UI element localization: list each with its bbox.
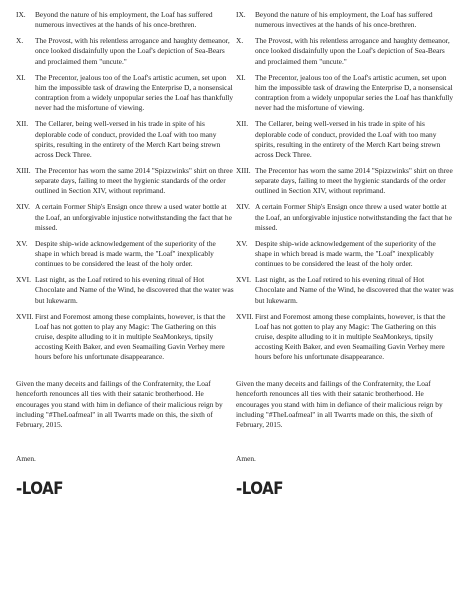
closing-paragraph: Given the many deceits and failings of the Confraternity, the Loaf henceforth renounces all ties with their satanic brotherhood. He encourages you stand with him in defiance of their malicious reign by including "#TheLoafmeal" in all Twarrts made on this, the sixth of February, 2015. <box>236 379 443 429</box>
complaint-item <box>236 166 454 196</box>
closing-paragraph: Given the many deceits and failings of the Confraternity, the Loaf henceforth renounces all ties with their satanic brotherhood. He encourages you stand with him in defiance of their malicious reign by including "#TheLoafmeal" in all Twarrts made on this, the sixth of February, 2015. <box>16 379 223 429</box>
complaint-item <box>236 119 454 159</box>
item-number: XVI. <box>16 275 31 285</box>
complaint-item <box>16 275 234 305</box>
complaint-item <box>236 312 454 362</box>
item-text: The Provost, with his relentless arrogance and haughty demeanor, once looked disdainfully upon the Loaf's depiction of Sea-Bears and proclaimed them "uncute." <box>35 36 230 66</box>
complaint-item <box>236 73 454 113</box>
item-number: IX. <box>16 10 26 19</box>
complaint-item <box>236 10 454 30</box>
item-number: IX. <box>236 10 246 19</box>
item-number: XVII. <box>16 311 34 321</box>
item-number: XII. <box>16 119 29 129</box>
item-text: The Cellarer, being well-versed in his trade in spite of his deplorable code of conduct, provided the Loaf with too many spirits, resulting in the entirety of the Merch Kart being strewn across Deck Three. <box>35 119 221 159</box>
item-text: A certain Former Ship's Ensign once threw a used water bottle at the Loaf, an unforgivable injustice notwithstanding the fact that he missed. <box>35 202 232 232</box>
item-text: First and Foremost among these complaints, however, is that the Loaf has not gotten to play any Magic: The Gathering on this cruise, despite alluding to it in multiple SeaMonkeys, tipsily accosting Keith Baker, and even Seamailing Gavin Verhey mere hours before his unfortunate disappearance. <box>35 311 226 362</box>
item-number: XVII. <box>236 311 254 321</box>
item-text: Despite ship-wide acknowledgement of the superiority of the shape in which bread is made warm, the "Loaf" inexplicably continues to be considered the least of the holy order. <box>255 238 436 269</box>
item-number: XIV. <box>236 202 251 212</box>
item-number: XI. <box>16 72 26 82</box>
complaint-item <box>16 73 234 113</box>
complaint-item <box>236 36 454 66</box>
item-text: Beyond the nature of his employment, the Loaf has suffered numerous invectives at the hands of his once-brethren. <box>35 10 213 30</box>
amen-text: Amen. <box>236 453 256 463</box>
item-text: A certain Former Ship's Ensign once threw a used water bottle at the Loaf, an unforgivable injustice notwithstanding the fact that he missed. <box>255 202 452 232</box>
item-text: The Precentor has worn the same 2014 "Spizzwinks" shirt on three separate days, failing to meet the hygienic standards of the order outlined in Section XIV, without reprimand. <box>255 165 453 196</box>
item-text: The Cellarer, being well-versed in his trade in spite of his deplorable code of conduct, provided the Loaf with too many spirits, resulting in the entirety of the Merch Kart being strewn across Deck Three. <box>255 119 441 159</box>
complaint-item <box>16 239 234 269</box>
complaint-item <box>16 202 234 232</box>
complaint-item <box>16 166 234 196</box>
complaint-item <box>16 36 234 66</box>
amen-text: Amen. <box>16 453 36 463</box>
item-number: XIV. <box>16 202 31 212</box>
right-page-column <box>236 10 454 499</box>
item-number: XVI. <box>236 275 251 285</box>
complaint-item <box>16 312 234 362</box>
item-number: XI. <box>236 72 246 82</box>
item-text: First and Foremost among these complaints, however, is that the Loaf has not gotten to play any Magic: The Gathering on this cruise, despite alluding to it in multiple SeaMonkeys, tipsily accosting Keith Baker, and even Seamailing Gavin Verhey mere hours before his unfortunate disappearance. <box>255 311 446 362</box>
item-number: X. <box>16 36 24 46</box>
item-text: The Precentor, jealous too of the Loaf's artistic acumen, set upon him the impossible task of drawing the Enterprise D, a nonsensical contraption from a widely unpopular series the Loaf has thankfully never had the misfortune of viewing. <box>35 72 234 113</box>
complaint-item <box>236 275 454 305</box>
item-text: Last night, as the Loaf retired to his evening ritual of Hot Chocolate and Name of the Wind, he discovered that the water was but lukewarm. <box>255 275 454 305</box>
signature: -LOAF <box>16 477 63 499</box>
item-number: XV. <box>236 238 248 248</box>
item-number: XIII. <box>236 165 251 175</box>
item-text: The Precentor, jealous too of the Loaf's artistic acumen, set upon him the impossible task of drawing the Enterprise D, a nonsensical contraption from a widely unpopular series the Loaf has thankfully never had the misfortune of viewing. <box>255 72 454 113</box>
item-text: Last night, as the Loaf retired to his evening ritual of Hot Chocolate and Name of the Wind, he discovered that the water was but lukewarm. <box>35 275 234 305</box>
left-page-column <box>16 10 234 499</box>
item-text: The Precentor has worn the same 2014 "Spizzwinks" shirt on three separate days, failing to meet the hygienic standards of the order outlined in Section XIV, without reprimand. <box>35 165 233 196</box>
item-number: XV. <box>16 238 28 248</box>
complaint-item <box>16 119 234 159</box>
complaint-item <box>236 239 454 269</box>
item-number: XIII. <box>16 165 31 175</box>
item-text: Despite ship-wide acknowledgement of the superiority of the shape in which bread is made warm, the "Loaf" inexplicably continues to be considered the least of the holy order. <box>35 238 216 269</box>
complaint-item <box>16 10 234 30</box>
item-text: Beyond the nature of his employment, the Loaf has suffered numerous invectives at the hands of his once-brethren. <box>255 10 433 30</box>
signature: -LOAF <box>236 477 283 499</box>
item-text: The Provost, with his relentless arrogance and haughty demeanor, once looked disdainfully upon the Loaf's depiction of Sea-Bears and proclaimed them "uncute." <box>255 36 450 66</box>
complaint-item <box>236 202 454 232</box>
item-number: XII. <box>236 119 249 129</box>
item-number: X. <box>236 36 244 46</box>
